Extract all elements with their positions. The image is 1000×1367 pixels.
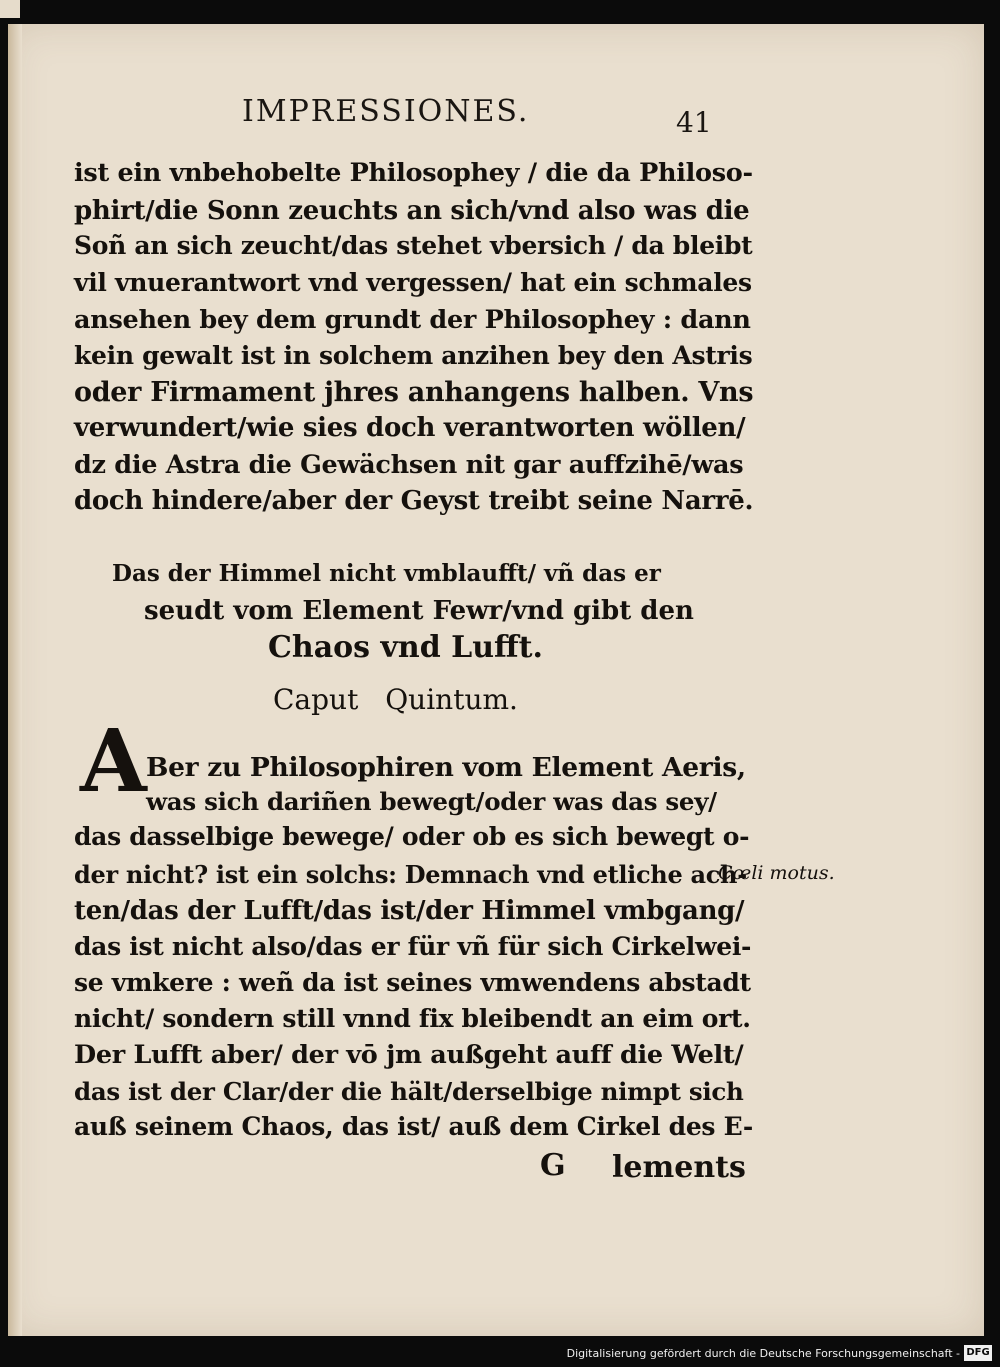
chapter-line: der nicht? ist ein solchs: Demnach vnd etliche ach- [74,860,747,889]
body-line: kein gewalt ist in solchem anzihen bey den Astris [74,341,753,370]
body-line: ansehen bey dem grundt der Philosophey : dann [74,305,751,335]
chapter-line: nicht/ sondern still vnnd fix bleibendt an eim ort. [74,1004,751,1033]
page-number: 41 [676,106,712,139]
body-line: oder Firmament jhres anhangens halben. Vns [74,377,754,408]
section-heading-line: Das der Himmel nicht vmblaufft/ vñ das er [112,560,661,587]
running-head: IMPRESSIONES. [242,94,530,129]
section-heading-line: Chaos vnd Lufft. [268,630,543,665]
margin-note: Cœli motus. [718,862,835,884]
chapter-line: se vmkere : weñ da ist seines vmwendens abstadt [74,968,751,997]
catchword: lements [612,1150,746,1185]
body-line: dz die Astra die Gewächsen nit gar auffzihē/was [74,450,744,480]
page-edge [8,24,22,1336]
dfg-logo: DFG [964,1345,992,1361]
body-line: ist ein vnbehobelte Philosophey / die da Philoso- [74,158,753,188]
chapter-line: Ber zu Philosophiren vom Element Aeris, [146,752,746,783]
body-line: doch hindere/aber der Geyst treibt seine Narrē. [74,486,754,516]
body-line: phirt/die Sonn zeuchts an sich/vnd also was die [74,196,750,226]
chapter-line: was sich dariñen bewegt/oder was das sey/ [146,787,717,816]
drop-initial: A [80,711,147,812]
section-heading-line: seudt vom Element Fewr/vnd gibt den [144,596,694,626]
chapter-line: Der Lufft aber/ der vō jm außgeht auff die Welt/ [74,1040,744,1070]
body-line: vil vnuerantwort vnd vergessen/ hat ein schmales [74,268,752,297]
chapter-line: auß seinem Chaos, das ist/ auß dem Cirkel des E- [74,1112,753,1141]
digitization-credit: Digitalisierung gefördert durch die Deutsche Forschungsgemeinschaft - [566,1347,960,1360]
chapter-line: das dasselbige bewege/ oder ob es sich bewegt o- [74,822,750,851]
chapter-line: das ist nicht also/das er für vñ für sich Cirkelwei- [74,932,752,961]
signature-mark: G [540,1148,566,1183]
page-corner [0,0,20,18]
body-line: Soñ an sich zeucht/das stehet vbersich / da bleibt [74,231,753,260]
chapter-line: das ist der Clar/der die hält/derselbige nimpt sich [74,1077,744,1106]
body-line: verwundert/wie sies doch verantworten wöllen/ [74,413,746,443]
chapter-title: Caput Quintum. [273,683,518,716]
chapter-line: ten/das der Lufft/das ist/der Himmel vmbgang/ [74,896,745,926]
